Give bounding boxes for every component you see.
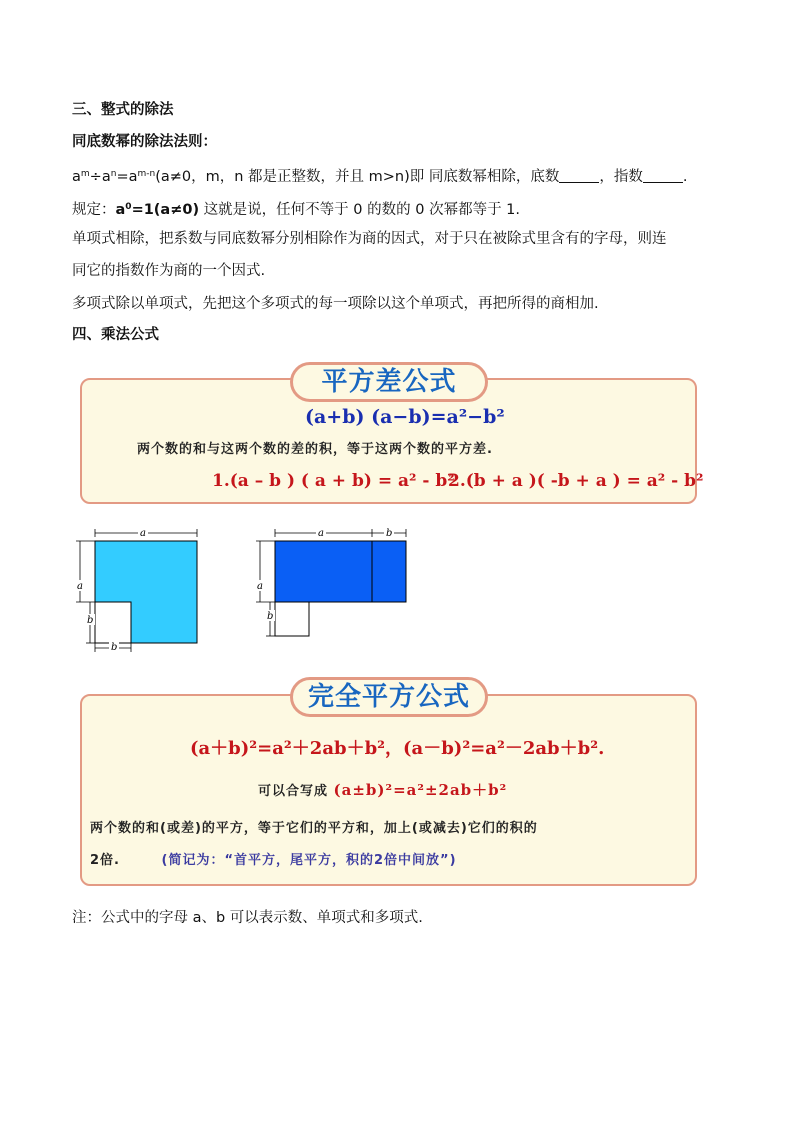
combined-prefix: 可以合写成 xyxy=(258,784,329,799)
difference-of-squares-title: 平方差公式 xyxy=(290,362,488,402)
rule-exp-mn: m-n xyxy=(137,169,156,179)
combined-formula: (a±b)²=a²±2ab＋b² xyxy=(333,781,508,799)
right-side-label-a: a xyxy=(257,581,263,592)
right-top-label-a: a xyxy=(318,528,324,539)
description-2-start: 2倍. xyxy=(90,853,120,868)
perfect-square-description-1: 两个数的和(或差)的平方，等于它们的平方和，加上(或减去)它们的积的 xyxy=(90,821,538,836)
monomial-rule-line-2: 同它的指数作为商的一个因式. xyxy=(72,263,266,279)
mnemonic: (简记为：“首平方，尾平方，积的2倍中间放”) xyxy=(161,853,457,868)
section-4-heading: 四、乘法公式 xyxy=(72,327,159,343)
difference-example-1: 1.(a – b ) ( a + b) = a² - b² xyxy=(212,471,455,491)
polynomial-rule-line: 多项式除以单项式，先把这个多项式的每一项除以这个单项式，再把所得的商相加. xyxy=(72,296,599,312)
exponent-blank xyxy=(643,168,683,183)
division-rule-title: 同底数幂的除法法则： xyxy=(72,134,217,150)
division-rule-line xyxy=(72,164,688,187)
zero-formula-rest: =1(a≠0) xyxy=(131,202,200,218)
small-square-outline xyxy=(275,602,309,636)
main-rectangle xyxy=(275,541,372,602)
left-side-label-b: b xyxy=(87,615,94,626)
rule-end: . xyxy=(682,169,688,185)
perfect-square-title: 完全平方公式 xyxy=(290,677,488,717)
left-bottom-label-b: b xyxy=(111,642,118,652)
footnote: 注：公式中的字母 a、b 可以表示数、单项式和多项式. xyxy=(72,910,423,926)
left-side-label-a: a xyxy=(77,581,83,592)
perfect-square-formula: (a＋b)²=a²＋2ab＋b²，(a－b)²=a²－2ab＋b². xyxy=(190,738,605,759)
rule-exp-n: n xyxy=(110,169,117,179)
removed-small-square xyxy=(95,602,131,643)
zero-formula-exp: 0 xyxy=(125,202,132,212)
zero-exponent-line xyxy=(72,197,520,220)
base-blank xyxy=(559,168,599,183)
rule-condition: (a≠0，m，n 都是正整数，并且 m>n)即 同底数幂相除，底数 xyxy=(155,169,560,185)
right-side-label-b: b xyxy=(267,611,274,622)
difference-of-squares-description: 两个数的和与这两个数的差的积，等于这两个数的平方差. xyxy=(137,442,493,457)
rule-div: ÷a xyxy=(89,169,111,185)
rule-exp-m: m xyxy=(80,169,90,179)
rule-base: a xyxy=(72,169,81,185)
section-3-heading: 三、整式的除法 xyxy=(72,102,174,118)
right-top-label-b: b xyxy=(386,528,393,539)
left-square-diagram xyxy=(72,525,207,652)
perfect-square-description-2 xyxy=(90,849,457,868)
rule-exp-word: ，指数 xyxy=(599,169,643,185)
combined-form-line xyxy=(258,779,507,800)
zero-text: 这就是说，任何不等于 0 的数的 0 次幂都等于 1. xyxy=(199,202,521,218)
zero-formula-a: a xyxy=(115,202,126,218)
difference-of-squares-formula: (a+b) (a−b)=a²−b² xyxy=(305,406,505,428)
right-rectangle-diagram xyxy=(252,525,412,640)
moved-strip xyxy=(372,541,406,602)
rule-eq: =a xyxy=(116,169,138,185)
monomial-rule-line-1: 单项式相除，把系数与同底数幂分别相除作为商的因式，对于只在被除式里含有的字母，则连 xyxy=(72,231,667,247)
difference-example-2: 2.(b + a )( -b + a ) = a² - b² xyxy=(448,471,704,491)
zero-prefix: 规定： xyxy=(72,202,116,218)
left-top-label-a: a xyxy=(140,528,146,539)
